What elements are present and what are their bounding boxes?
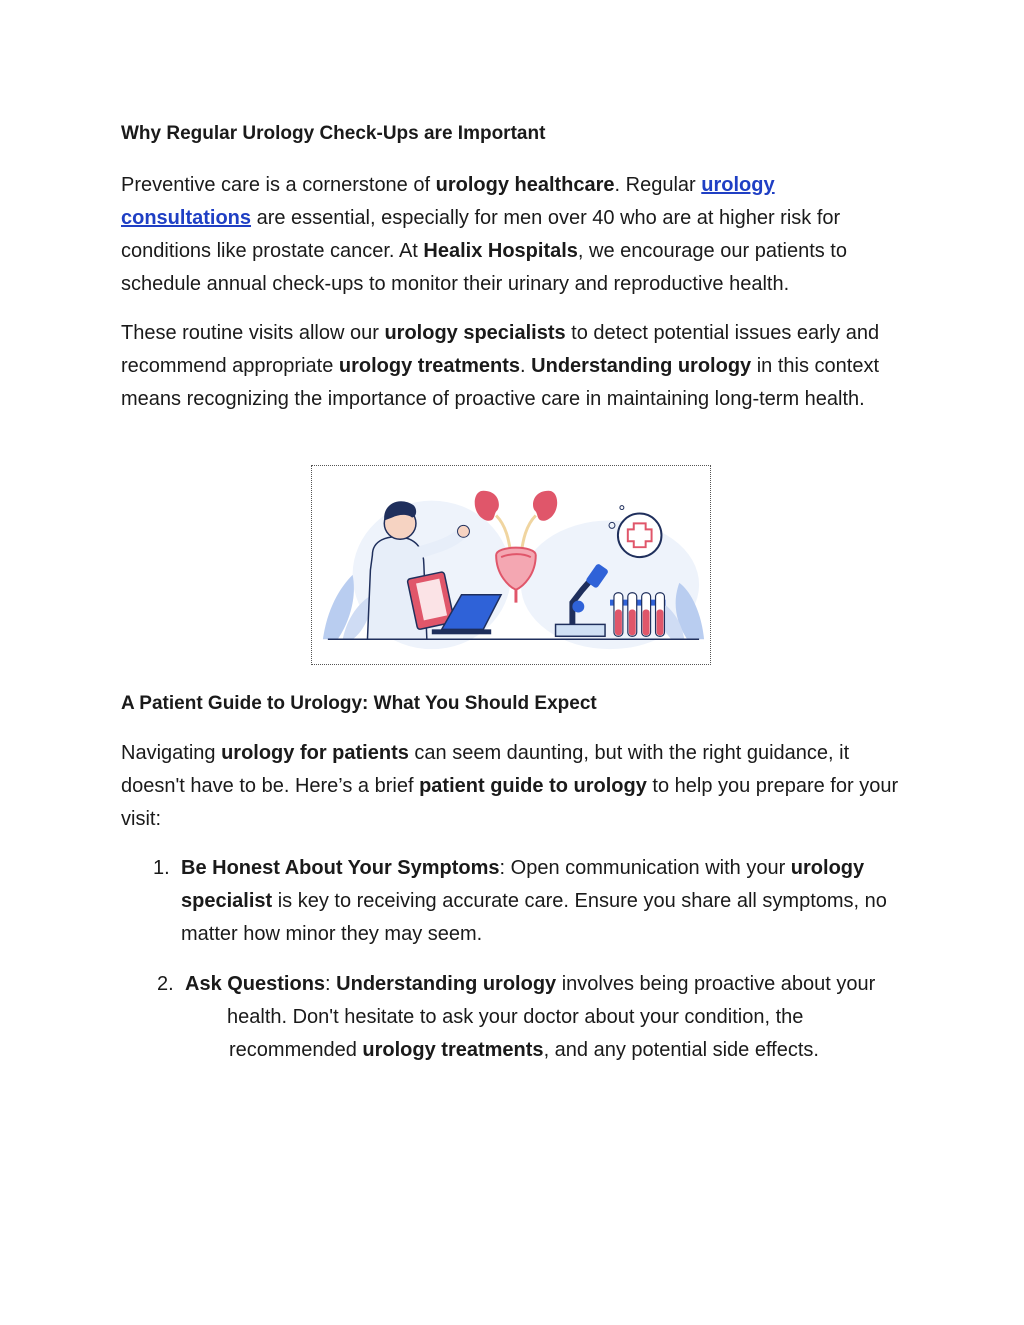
- bold-term: urology treatments: [362, 1039, 544, 1061]
- text: to detect potential issues early and recommend appropriate: [121, 322, 880, 377]
- text: These routine visits allow our: [121, 322, 385, 344]
- text: to help you prepare for your visit:: [121, 775, 899, 830]
- text: involves being proactive about your: [556, 973, 876, 995]
- bold-term: urology healthcare: [435, 174, 615, 196]
- bold-term: urology specialist: [181, 857, 865, 912]
- link-text[interactable]: urology: [701, 174, 775, 196]
- paragraph-routine-visits: [121, 317, 911, 416]
- list-item: [181, 852, 911, 951]
- text: are essential, especially for men over 40 who are at higher risk for conditions like prostate cancer. At: [121, 207, 841, 262]
- bold-term: Healix Hospitals: [423, 240, 578, 262]
- link-text[interactable]: consultations: [121, 207, 252, 229]
- bold-term: urology treatments: [338, 355, 521, 377]
- section-heading-patient-guide: A Patient Guide to Urology: What You Should Expect: [121, 693, 597, 714]
- text: Navigating: [121, 742, 222, 764]
- text: is key to receiving accurate care. Ensure you share all symptoms, no matter how minor they may seem.: [181, 890, 887, 945]
- bold-term: urology for patients: [221, 742, 409, 764]
- text: , and any potential side effects.: [543, 1039, 819, 1061]
- doctor-urology-illustration-icon: [312, 466, 710, 664]
- text: Preventive care is a cornerstone of: [121, 174, 436, 196]
- text: : Open communication with your: [499, 857, 791, 879]
- bold-term: Understanding urology: [336, 973, 557, 995]
- text: :: [325, 973, 337, 995]
- bold-term: Ask Questions: [185, 973, 326, 995]
- section-heading-checkups: Why Regular Urology Check-Ups are Important: [121, 123, 546, 144]
- text: .: [520, 355, 532, 377]
- list-item: [185, 968, 925, 1001]
- list-number: 2.: [157, 973, 174, 995]
- bold-term: patient guide to urology: [419, 775, 647, 797]
- text: , we encourage our patients to schedule annual check-ups to monitor their urinary and reproductive health.: [121, 240, 847, 295]
- list-item-continuation: [229, 1034, 819, 1067]
- urology-illustration: [311, 465, 711, 665]
- bold-term: Understanding urology: [531, 355, 752, 377]
- paragraph-navigating-urology: [121, 737, 911, 836]
- text: recommended: [229, 1039, 363, 1061]
- bold-term: urology specialists: [384, 322, 566, 344]
- text: . Regular: [614, 174, 702, 196]
- bold-term: Be Honest About Your Symptoms: [181, 857, 500, 879]
- paragraph-preventive-care: [121, 169, 911, 301]
- list-number: 1.: [153, 857, 170, 879]
- text: can seem daunting, but with the right guidance, it doesn't have to be. Here’s a brief: [121, 742, 850, 797]
- list-item-continuation: health. Don't hesitate to ask your doctor about your condition, the: [227, 1006, 804, 1028]
- text: in this context means recognizing the importance of proactive care in maintaining long-term health.: [121, 355, 880, 410]
